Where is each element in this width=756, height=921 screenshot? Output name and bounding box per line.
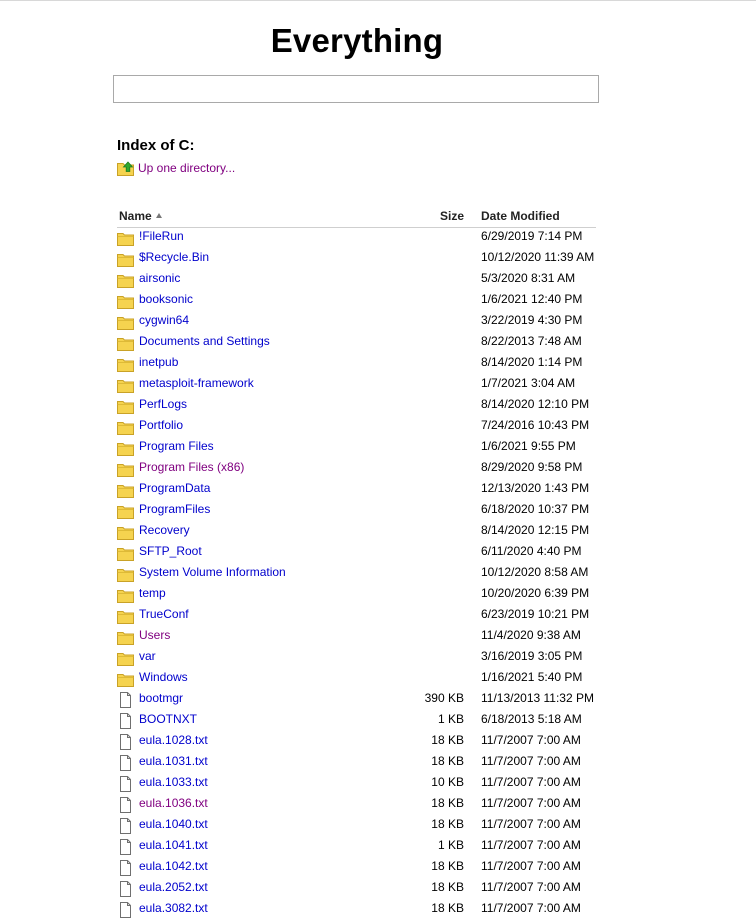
entry-date-modified: 10/12/2020 8:58 AM (481, 565, 589, 579)
index-title: Index of C: (117, 137, 195, 154)
entry-name-link[interactable]: Program Files (139, 439, 214, 453)
name-column-label: Name (119, 209, 152, 223)
table-row[interactable] (117, 753, 596, 774)
entry-name-link[interactable]: eula.2052.txt (139, 880, 208, 894)
entry-name-link[interactable]: Documents and Settings (139, 334, 270, 348)
entry-name-link[interactable]: eula.1041.txt (139, 838, 208, 852)
size-column-header[interactable]: Size (439, 209, 464, 223)
entry-date-modified: 3/16/2019 3:05 PM (481, 649, 583, 663)
sort-ascending-icon (156, 213, 162, 218)
entry-date-modified: 11/13/2013 11:32 PM (481, 691, 594, 705)
up-one-directory-link[interactable] (117, 159, 235, 176)
entry-date-modified: 8/29/2020 9:58 PM (481, 460, 583, 474)
entry-name-link[interactable]: eula.1042.txt (139, 859, 208, 873)
table-row[interactable] (117, 774, 596, 795)
table-header (117, 208, 596, 228)
entry-name-link[interactable]: !FileRun (139, 229, 184, 243)
file-list (117, 228, 596, 921)
entry-name-link[interactable]: ProgramData (139, 481, 211, 495)
entry-date-modified: 6/11/2020 4:40 PM (481, 544, 582, 558)
entry-size: 18 KB (431, 880, 464, 894)
entry-name-link[interactable]: eula.3082.txt (139, 901, 208, 915)
entry-date-modified: 11/7/2007 7:00 AM (481, 754, 581, 768)
table-row[interactable] (117, 249, 596, 270)
entry-size: 18 KB (431, 733, 464, 747)
entry-name-link[interactable]: Recovery (139, 523, 190, 537)
entry-name-link[interactable]: airsonic (139, 271, 181, 285)
table-row[interactable] (117, 669, 596, 690)
name-column-header[interactable] (119, 209, 162, 223)
entry-date-modified: 11/7/2007 7:00 AM (481, 838, 581, 852)
table-row[interactable] (117, 858, 596, 879)
table-row[interactable] (117, 564, 596, 585)
table-row[interactable] (117, 837, 596, 858)
entry-size: 1 KB (437, 712, 464, 726)
entry-date-modified: 1/6/2021 12:40 PM (481, 292, 583, 306)
entry-size: 18 KB (431, 754, 464, 768)
entry-name-link[interactable]: eula.1028.txt (139, 733, 208, 747)
entry-name-link[interactable]: eula.1033.txt (139, 775, 208, 789)
entry-name-link[interactable]: BOOTNXT (139, 712, 198, 726)
table-row[interactable] (117, 396, 596, 417)
table-row[interactable] (117, 522, 596, 543)
entry-name-link[interactable]: Windows (139, 670, 188, 684)
table-row[interactable] (117, 585, 596, 606)
up-one-directory-label: Up one directory... (138, 160, 236, 175)
entry-name-link[interactable]: PerfLogs (139, 397, 188, 411)
entry-date-modified: 7/24/2016 10:43 PM (481, 418, 590, 432)
search-input[interactable] (113, 75, 599, 103)
table-row[interactable] (117, 333, 596, 354)
entry-date-modified: 8/14/2020 1:14 PM (481, 355, 583, 369)
entry-name-link[interactable]: eula.1040.txt (139, 817, 208, 831)
entry-size: 1 KB (437, 838, 464, 852)
entry-date-modified: 6/18/2013 5:18 AM (481, 712, 582, 726)
entry-name-link[interactable]: SFTP_Root (139, 544, 202, 558)
table-row[interactable] (117, 354, 596, 375)
entry-name-link[interactable]: ProgramFiles (139, 502, 211, 516)
table-row[interactable] (117, 459, 596, 480)
top-border (0, 0, 756, 1)
table-row[interactable] (117, 816, 596, 837)
entry-size: 18 KB (431, 796, 464, 810)
entry-name-link[interactable]: $Recycle.Bin (139, 250, 210, 264)
page-title: Everything (270, 22, 444, 59)
entry-date-modified: 11/4/2020 9:38 AM (481, 628, 581, 642)
folder-up-icon (117, 160, 134, 176)
table-row[interactable] (117, 648, 596, 669)
table-row[interactable] (117, 711, 596, 732)
entry-date-modified: 11/7/2007 7:00 AM (481, 733, 581, 747)
table-row[interactable] (117, 417, 596, 438)
entry-date-modified: 8/14/2020 12:10 PM (481, 397, 590, 411)
entry-date-modified: 8/22/2013 7:48 AM (481, 334, 582, 348)
table-row[interactable] (117, 270, 596, 291)
entry-name-link[interactable]: System Volume Information (139, 565, 286, 579)
entry-date-modified: 6/23/2019 10:21 PM (481, 607, 590, 621)
entry-name-link[interactable]: temp (139, 586, 166, 600)
entry-date-modified: 3/22/2019 4:30 PM (481, 313, 583, 327)
table-row[interactable] (117, 795, 596, 816)
table-row[interactable] (117, 438, 596, 459)
date-modified-column-header[interactable]: Date Modified (481, 209, 560, 223)
entry-name-link[interactable]: eula.1031.txt (139, 754, 208, 768)
table-row[interactable] (117, 228, 596, 249)
entry-size: 18 KB (431, 859, 464, 873)
entry-date-modified: 1/16/2021 5:40 PM (481, 670, 583, 684)
entry-name-link[interactable]: Program Files (x86) (139, 460, 245, 474)
table-row[interactable] (117, 627, 596, 648)
table-row[interactable] (117, 291, 596, 312)
entry-date-modified: 5/3/2020 8:31 AM (481, 271, 576, 285)
entry-size: 390 KB (424, 691, 464, 705)
entry-name-link[interactable]: cygwin64 (139, 313, 190, 327)
entry-date-modified: 11/7/2007 7:00 AM (481, 901, 581, 915)
entry-date-modified: 11/7/2007 7:00 AM (481, 859, 581, 873)
entry-date-modified: 10/20/2020 6:39 PM (481, 586, 590, 600)
table-row[interactable] (117, 375, 596, 396)
table-row[interactable] (117, 690, 596, 711)
entry-date-modified: 1/6/2021 9:55 PM (481, 439, 576, 453)
table-row[interactable] (117, 879, 596, 900)
entry-name-link[interactable]: var (139, 649, 156, 663)
entry-size: 18 KB (431, 817, 464, 831)
entry-size: 18 KB (431, 901, 464, 915)
table-row[interactable] (117, 543, 596, 564)
table-row[interactable] (117, 732, 596, 753)
table-row[interactable] (117, 312, 596, 333)
table-row[interactable] (117, 900, 596, 921)
entry-size: 10 KB (431, 775, 464, 789)
entry-name-link[interactable]: TrueConf (139, 607, 189, 621)
entry-name-link[interactable]: bootmgr (139, 691, 184, 705)
entry-date-modified: 11/7/2007 7:00 AM (481, 880, 581, 894)
table-row[interactable] (117, 480, 596, 501)
table-row[interactable] (117, 606, 596, 627)
entry-name-link[interactable]: Portfolio (139, 418, 184, 432)
entry-date-modified: 6/29/2019 7:14 PM (481, 229, 583, 243)
entry-date-modified: 11/7/2007 7:00 AM (481, 796, 581, 810)
entry-date-modified: 12/13/2020 1:43 PM (481, 481, 590, 495)
entry-date-modified: 11/7/2007 7:00 AM (481, 817, 581, 831)
entry-name-link[interactable]: Users (139, 628, 171, 642)
table-row[interactable] (117, 501, 596, 522)
entry-date-modified: 11/7/2007 7:00 AM (481, 775, 581, 789)
entry-date-modified: 1/7/2021 3:04 AM (481, 376, 576, 390)
entry-name-link[interactable]: eula.1036.txt (139, 796, 208, 810)
entry-name-link[interactable]: metasploit-framework (139, 376, 254, 390)
entry-name-link[interactable]: booksonic (139, 292, 194, 306)
entry-date-modified: 6/18/2020 10:37 PM (481, 502, 590, 516)
entry-date-modified: 10/12/2020 11:39 AM (481, 250, 595, 264)
entry-date-modified: 8/14/2020 12:15 PM (481, 523, 590, 537)
entry-name-link[interactable]: inetpub (139, 355, 179, 369)
